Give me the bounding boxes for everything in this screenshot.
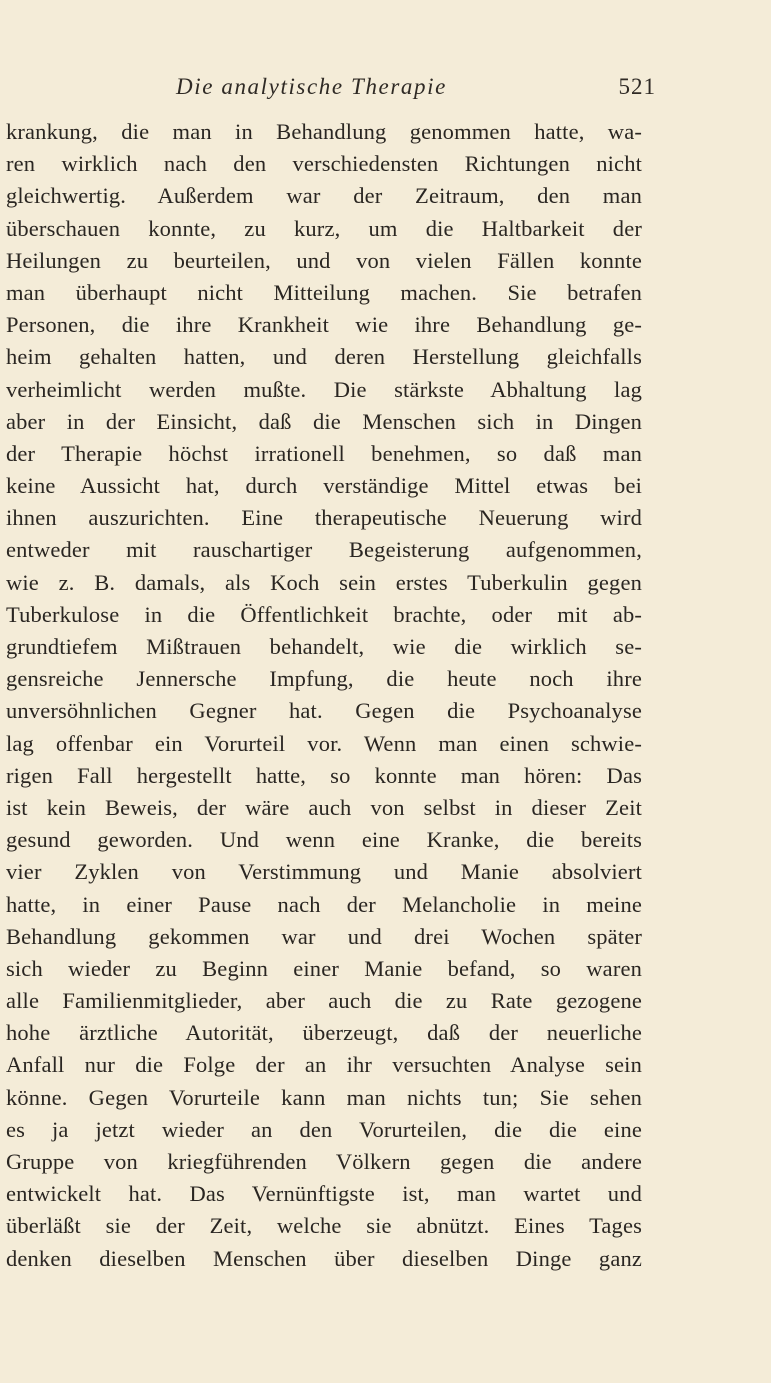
text-line: überläßt sie der Zeit, welche sie abnützt. Eines Tages bbox=[6, 1213, 642, 1239]
text-line: sich wieder zu Beginn einer Manie befand, so waren bbox=[6, 955, 642, 981]
body-text bbox=[6, 116, 642, 1275]
text-line: verheimlicht werden mußte. Die stärkste Abhaltung lag bbox=[6, 376, 642, 402]
text-line: grundtiefem Mißtrauen behandelt, wie die wirklich se- bbox=[6, 634, 642, 659]
text-line: Anfall nur die Folge der an ihr versuchten Analyse sein bbox=[6, 1052, 642, 1078]
running-title: Die analytische Therapie bbox=[176, 74, 447, 99]
text-line: wie z. B. damals, als Koch sein erstes Tuberkulin gegen bbox=[6, 569, 642, 595]
text-line: rigen Fall hergestellt hatte, so konnte man hören: Das bbox=[6, 762, 642, 788]
text-line: aber in der Einsicht, daß die Menschen sich in Dingen bbox=[6, 408, 642, 434]
text-line: überschauen konnte, zu kurz, um die Haltbarkeit der bbox=[6, 215, 642, 241]
text-line: hohe ärztliche Autorität, überzeugt, daß der neuerliche bbox=[6, 1020, 642, 1046]
text-line: heim gehalten hatten, und deren Herstellung gleichfalls bbox=[6, 344, 642, 370]
text-line: ren wirklich nach den verschiedensten Richtungen nicht bbox=[6, 151, 642, 177]
text-line: gesund geworden. Und wenn eine Kranke, die bereits bbox=[6, 827, 642, 853]
text-line: der Therapie höchst irrationell benehmen, so daß man bbox=[6, 440, 642, 466]
text-line: Tuberkulose in die Öffentlichkeit brachte, oder mit ab- bbox=[6, 601, 642, 627]
text-line: Behandlung gekommen war und drei Wochen später bbox=[6, 923, 642, 949]
text-line: alle Familienmitglieder, aber auch die zu Rate gezogene bbox=[6, 988, 642, 1014]
text-line: hatte, in einer Pause nach der Melancholie in meine bbox=[6, 891, 642, 917]
text-line: Personen, die ihre Krankheit wie ihre Behandlung ge- bbox=[6, 312, 642, 338]
page-number: 521 bbox=[618, 74, 656, 99]
text-line: lag offenbar ein Vorurteil vor. Wenn man einen schwie- bbox=[6, 730, 642, 756]
text-line: könne. Gegen Vorurteile kann man nichts tun; Sie sehen bbox=[6, 1084, 642, 1110]
text-line: krankung, die man in Behandlung genommen hatte, wa- bbox=[6, 119, 642, 144]
text-line: man überhaupt nicht Mitteilung machen. Sie betrafen bbox=[6, 279, 642, 305]
text-line: unversöhnlichen Gegner hat. Gegen die Psychoanalyse bbox=[6, 698, 642, 724]
text-line: Heilungen zu beurteilen, und von vielen Fällen konnte bbox=[6, 247, 642, 273]
text-line: denken dieselben Menschen über dieselben Dinge ganz bbox=[6, 1245, 642, 1271]
text-line: ihnen auszurichten. Eine therapeutische Neuerung wird bbox=[6, 505, 642, 531]
text-line: ist kein Beweis, der wäre auch von selbst in dieser Zeit bbox=[6, 794, 642, 820]
text-line: gleichwertig. Außerdem war der Zeitraum, den man bbox=[6, 183, 642, 209]
text-line: gensreiche Jennersche Impfung, die heute noch ihre bbox=[6, 666, 642, 692]
text-line: entweder mit rauschartiger Begeisterung aufgenommen, bbox=[6, 537, 642, 563]
text-line: es ja jetzt wieder an den Vorurteilen, die die eine bbox=[6, 1116, 642, 1142]
text-line: Gruppe von kriegführenden Völkern gegen die andere bbox=[6, 1149, 642, 1174]
running-head bbox=[176, 74, 656, 106]
text-line: keine Aussicht hat, durch verständige Mittel etwas bei bbox=[6, 473, 642, 499]
text-line: vier Zyklen von Verstimmung und Manie absolviert bbox=[6, 859, 642, 885]
text-line: entwickelt hat. Das Vernünftigste ist, man wartet und bbox=[6, 1181, 642, 1207]
